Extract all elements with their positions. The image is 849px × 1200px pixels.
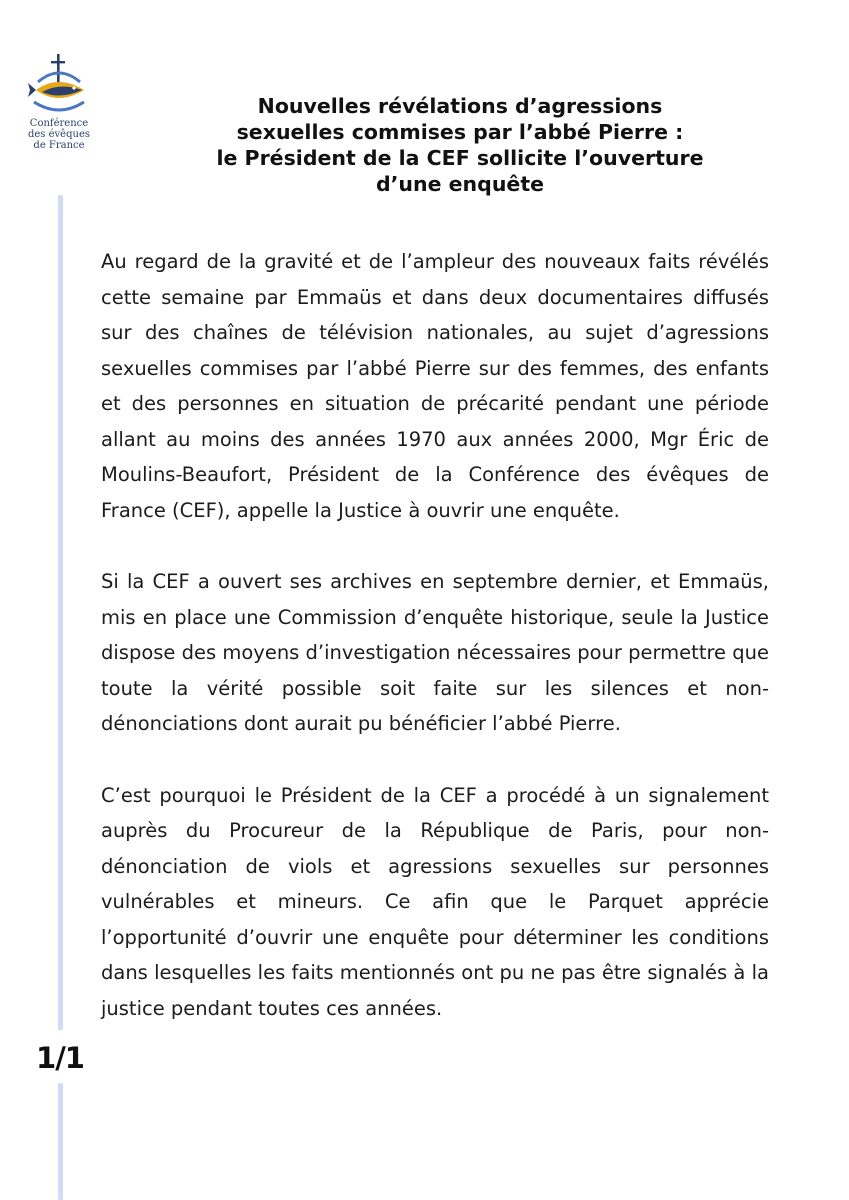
logo-wordmark [24,118,94,151]
logo-text-line: des évêques [27,129,90,140]
cross-fish-emblem-icon [24,52,94,118]
page-title [150,93,770,197]
title-line: sexuelles commises par l’abbé Pierre : [236,120,684,144]
margin-line-bottom [58,1083,63,1200]
logo-text-line: de France [33,140,85,151]
paragraph-1: Au regard de la gravité et de l’ampleur des nouveaux faits révélés cette semaine par Emmaüs et dans deux documentaires diffusés sur des chaînes de télévision nationales, au sujet d’agressions sexuelles commises par l’abbé Pierre sur des femmes, des enfants et des personnes en situation de précarité pendant une période allant au moins des années 1970 aux années 2000, Mgr Éric de Moulins-Beaufort, Président de la Conférence des évêques de France (CEF), appelle la Justice à ouvrir une enquête. [101,250,769,522]
title-line: le Président de la CEF sollicite l’ouverture [216,146,704,170]
title-line: d’une enquête [375,172,545,196]
paragraph-2: Si la CEF a ouvert ses archives en septembre dernier, et Emmaüs, mis en place une Commission d’enquête historique, seule la Justice dispose des moyens d’investigation nécessaires pour permettre que toute la vérité possible soit faite sur les silences et non-dénonciations dont aurait pu bénéficier l’abbé Pierre. [101,570,769,735]
cef-logo [24,52,94,176]
title-line: Nouvelles révélations d’agressions [257,94,663,118]
press-release-body [101,244,769,1062]
paragraph-3: C’est pourquoi le Président de la CEF a procédé à un signalement auprès du Procureur de la République de Paris, pour non-dénonciation de viols et agressions sexuelles sur personnes vulnérables et mineurs. Ce afin que le Parquet apprécie l’opportunité d’ouvrir une enquête pour déterminer les conditions dans lesquelles les faits mentionnés ont pu ne pas être signalés à la justice pendant toutes ces années. [101,783,769,1020]
margin-line-top [58,195,63,1030]
logo-text-line: Conférence [29,118,89,129]
page-number: 1/1 [36,1041,84,1075]
